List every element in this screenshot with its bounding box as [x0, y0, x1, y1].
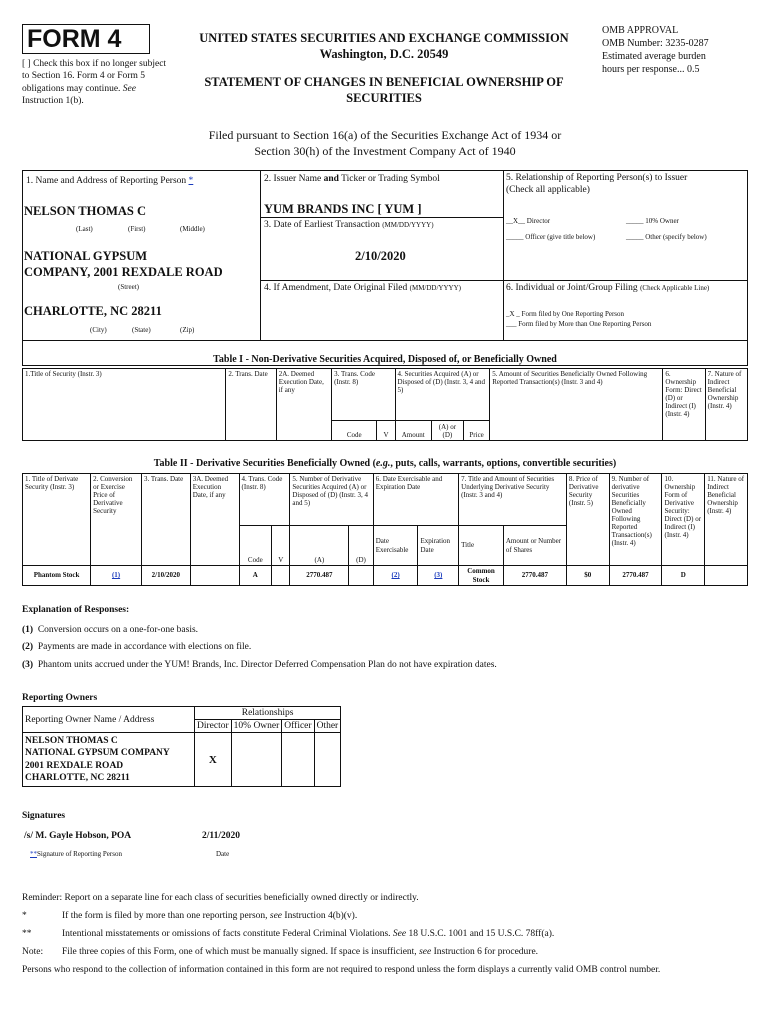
state-label: (State) [132, 326, 151, 334]
t2-col4: 4. Trans. Code (Instr. 8) [239, 474, 290, 526]
owner-line: CHARLOTTE, NC 28211 [25, 773, 130, 784]
owner-col-other: Other [314, 720, 341, 733]
note-see: see [419, 947, 432, 957]
owner-col-rel: Relationships [195, 707, 341, 720]
issuer-name: YUM BRANDS INC [ YUM ] [264, 202, 422, 216]
t1-col7: 7. Nature of Indirect Beneficial Ownership (Instr. 4) [705, 369, 747, 441]
section6-label-small: (Check Applicable Line) [640, 284, 710, 292]
star2-see: See [392, 929, 407, 939]
city-state-zip: CHARLOTTE, NC 28211 [24, 304, 162, 318]
omb-line4: hours per response... 0.5 [602, 64, 700, 75]
form-title: FORM 4 [22, 24, 150, 54]
t2-col1: 1. Title of Derivate Security (Instr. 3) [23, 474, 91, 566]
last-label: (Last) [76, 225, 93, 233]
table1 [22, 368, 748, 441]
section5-label-line2: (Check all applicable) [506, 184, 590, 195]
t2-col5: 5. Number of Derivative Securities Acquired (A) or Disposed of (D) (Instr. 3, 4 and 5) [290, 474, 373, 526]
t1-sub-amount: Amount [395, 421, 431, 441]
section4-label [264, 283, 461, 295]
t2-col8: 8. Price of Derivative Security (Instr. 5) [566, 474, 609, 566]
table-row [23, 733, 341, 787]
t2-row-date: 2/10/2020 [141, 566, 190, 586]
persons-notice: Persons who respond to the collection of information contained in this form are not required to respond unless the form displays a currently valid OMB control number. [22, 965, 661, 975]
t2-row-code: A [239, 566, 272, 586]
t2-row-d [349, 566, 373, 586]
t2-sub-amount: Amount or Number of Shares [503, 526, 566, 566]
star2-pre: Intentional misstatements or omissions of facts constitute Federal Criminal Violations. [62, 929, 391, 939]
section2-label [264, 174, 440, 186]
ten-percent-owner-check[interactable]: _____ 10% Owner [626, 217, 679, 225]
owner-col-officer: Officer [282, 720, 314, 733]
t2-row-price: $0 [566, 566, 609, 586]
t2-title-post: , puts, calls, warrants, options, convertible securities) [390, 458, 617, 469]
statement-line2: SECURITIES [346, 91, 422, 106]
note-text [62, 946, 538, 958]
middle-label: (Middle) [180, 225, 205, 233]
note-pre: File three copies of this Form, one of which must be manually signed. If space is insufficient, [62, 947, 417, 957]
t2-sub-code: Code [239, 526, 272, 566]
t1-col4: 4. Securities Acquired (A) or Disposed of (D) (Instr. 3, 4 and 5) [395, 369, 490, 421]
agency-line2: Washington, D.C. 20549 [319, 47, 449, 62]
check-box-text: [ ] Check this box if no longer subject to Section 16. Form 4 or Form 5 obligations may continue. [22, 59, 167, 94]
explanation-text: Payments are made in accordance with elections on file. [37, 642, 252, 653]
explanation-text: Phantom units accrued under the YUM! Brands, Inc. Director Deferred Compensation Plan do not have expiration dates. [37, 659, 497, 670]
explanation-num: (3) [22, 659, 34, 670]
owner-director-mark: X [195, 733, 232, 787]
t2-sub-v: V [272, 526, 290, 566]
check-box-see: See [122, 83, 136, 94]
explanation-list [22, 624, 752, 671]
footnote-1-link[interactable]: (1) [111, 571, 121, 580]
table-row [23, 566, 748, 586]
t2-row-deemed [190, 566, 239, 586]
filed-pursuant [100, 128, 670, 159]
earliest-transaction-date: 2/10/2020 [355, 249, 406, 263]
asterisk-link[interactable]: * [188, 176, 194, 186]
section1-label [26, 176, 193, 188]
section6-label [506, 283, 709, 295]
signer-name: /s/ M. Gayle Hobson, POA [24, 831, 132, 841]
officer-check[interactable]: _____ Officer (give title below) [506, 233, 596, 241]
section3-format: (MM/DD/YYYY) [382, 221, 434, 229]
double-asterisk-link[interactable]: ** [30, 850, 37, 858]
t1-col3: 3. Trans. Code (Instr. 8) [332, 369, 395, 421]
owner-line: NELSON THOMAS C [25, 736, 118, 746]
other-check[interactable]: _____ Other (specify below) [626, 233, 707, 241]
section3-label [264, 220, 434, 232]
first-label: (First) [128, 225, 146, 233]
owner-col-name: Reporting Owner Name / Address [23, 707, 195, 733]
owner-line: NATIONAL GYPSUM COMPANY [25, 748, 170, 759]
star2-post: 18 U.S.C. 1001 and 15 U.S.C. 78ff(a). [408, 929, 555, 939]
owner-name-address [23, 733, 195, 787]
section1-label-text: 1. Name and Address of Reporting Person [26, 176, 187, 186]
t1-sub-price: Price [464, 421, 490, 441]
t2-sub-a: (A) [290, 526, 349, 566]
explanation-num: (2) [22, 642, 34, 653]
t2-row-nature [705, 566, 748, 586]
reporting-person-name: NELSON THOMAS C [24, 204, 147, 218]
t1-col2: 2. Trans. Date [226, 369, 276, 441]
list-item [22, 624, 752, 636]
owner-officer-mark [282, 733, 314, 787]
footnote-3-link[interactable]: (3) [434, 571, 443, 580]
table1-title: Table I - Non-Derivative Securities Acquired, Disposed of, or Beneficially Owned [213, 354, 557, 365]
signatures-title: Signatures [22, 811, 66, 821]
section6-label-text: 6. Individual or Joint/Group Filing [506, 283, 638, 293]
t2-col3a: 3A. Deemed Execution Date, if any [190, 474, 239, 566]
t2-sub-title: Title [459, 526, 504, 566]
section2-label-pre: 2. Issuer Name [264, 174, 322, 184]
t1-col6: 6. Ownership Form: Direct (D) or Indirect (I) (Instr. 4) [663, 369, 705, 441]
footnote-star: * [22, 911, 27, 921]
t2-col9: 9. Number of derivative Securities Beneficially Owned Following Reported Transaction(s) (Instr. 4) [609, 474, 662, 566]
owner-col-director: Director [195, 720, 232, 733]
t2-col10: 10. Ownership Form of Derivative Security: Direct (D) or Indirect (I) (Instr. 4) [662, 474, 705, 566]
agency-line1: UNITED STATES SECURITIES AND EXCHANGE COMMISSION [199, 31, 569, 45]
t1-col5: 5. Amount of Securities Beneficially Owned Following Reported Transaction(s) (Instr. 3 and 4) [490, 369, 663, 441]
t2-row-v [272, 566, 290, 586]
t1-sub-code: Code [332, 421, 377, 441]
signature-label-text: Signature of Reporting Person [37, 850, 122, 858]
section4-format: (MM/DD/YYYY) [409, 284, 461, 292]
list-item [22, 659, 752, 671]
footnote-2-link[interactable]: (2) [391, 571, 400, 580]
street-line1: NATIONAL GYPSUM [24, 249, 148, 263]
table2-title [22, 458, 748, 469]
owner-col-10: 10% Owner [231, 720, 282, 733]
t2-col3: 3. Trans. Date [141, 474, 190, 566]
signature-label [30, 850, 122, 858]
section2-label-and: and [323, 174, 339, 184]
more-person-check[interactable]: ___ Form filed by More than One Reporting Person [506, 320, 652, 328]
t2-col11: 11. Nature of Indirect Beneficial Ownership (Instr. 4) [705, 474, 748, 566]
reporting-owners-title: Reporting Owners [22, 693, 98, 703]
section2-label-post: Ticker or Trading Symbol [341, 174, 440, 184]
t1-col2a: 2A. Deemed Execution Date, if any [276, 369, 331, 441]
t2-col6: 6. Date Exercisable and Expiration Date [373, 474, 458, 526]
omb-line1: OMB APPROVAL [602, 25, 679, 36]
t2-row-under-amount: 2770.487 [503, 566, 566, 586]
omb-line3: Estimated average burden [602, 51, 706, 62]
t2-row-under-title: Common Stock [459, 566, 504, 586]
agency-heading [178, 30, 590, 63]
explanation-num: (1) [22, 625, 34, 635]
check-box-notice [22, 58, 172, 107]
list-item [22, 641, 752, 653]
filed-line2: Section 30(h) of the Investment Company Act of 1940 [254, 143, 516, 158]
t2-title-pre: Table II - Derivative Securities Beneficially Owned ( [153, 458, 376, 469]
t2-title-eg: e.g. [375, 458, 391, 469]
owner-other-mark [314, 733, 341, 787]
footnote-star-text [62, 910, 357, 922]
t2-sub-d: (D) [349, 526, 373, 566]
statement-heading [178, 74, 590, 107]
date-label: Date [216, 850, 230, 858]
explanation-text: Conversion occurs on a one-for-one basis. [37, 625, 199, 635]
t2-col2: 2. Conversion or Exercise Price of Derivative Security [91, 474, 142, 566]
explanation-title: Explanation of Responses: [22, 605, 130, 615]
filed-line1: Filed pursuant to Section 16(a) of the Securities Exchange Act of 1934 or [208, 128, 562, 142]
omb-approval [602, 24, 762, 76]
note-label: Note: [22, 947, 44, 957]
city-label: (City) [90, 326, 107, 334]
statement-line1: STATEMENT OF CHANGES IN BENEFICIAL OWNERSHIP OF [204, 75, 564, 89]
check-box-instr: Instruction 1(b). [22, 96, 84, 107]
street-line2: COMPANY, 2001 REXDALE ROAD [24, 265, 223, 280]
section3-label-text: 3. Date of Earliest Transaction [264, 220, 380, 230]
note-post: Instruction 6 for procedure. [433, 947, 539, 957]
t2-row-title: Phantom Stock [23, 566, 91, 586]
table2 [22, 473, 748, 586]
reminder: Reminder: Report on a separate line for each class of securities beneficially owned directly or indirectly. [22, 893, 419, 903]
section5-label [506, 173, 746, 197]
signature-date: 2/11/2020 [202, 831, 241, 841]
t2-row-form: D [662, 566, 705, 586]
footnote-double-star: ** [22, 929, 32, 939]
street-address [24, 248, 223, 281]
star1-see: see [269, 911, 283, 921]
t2-col7: 7. Title and Amount of Securities Underlying Derivative Security (Instr. 3 and 4) [459, 474, 567, 526]
owner-line: 2001 REXDALE ROAD [25, 760, 124, 771]
t1-col1: 1.Title of Security (Instr. 3) [23, 369, 226, 441]
section5-label-line1: 5. Relationship of Reporting Person(s) to Issuer [506, 173, 688, 183]
reporting-owners-table [22, 706, 341, 787]
street-label: (Street) [118, 283, 139, 291]
t2-row-a: 2770.487 [290, 566, 349, 586]
section4-label-text: 4. If Amendment, Date Original Filed [264, 283, 408, 293]
star1-pre: If the form is filed by more than one reporting person, [62, 911, 268, 921]
t2-sub-date-ex: Date Exercisable [373, 526, 418, 566]
star1-post: Instruction 4(b)(v). [284, 911, 358, 921]
t1-sub-aord: (A) or (D) [431, 421, 463, 441]
t1-sub-v: V [377, 421, 395, 441]
footnote-double-star-text [62, 928, 554, 940]
director-check[interactable]: __X__ Director [506, 217, 551, 225]
t2-row-owned: 2770.487 [609, 566, 662, 586]
one-person-check[interactable]: _X _ Form filed by One Reporting Person [506, 310, 625, 318]
zip-label: (Zip) [180, 326, 195, 334]
owner-10-mark [231, 733, 282, 787]
t2-sub-exp: Expiration Date [418, 526, 459, 566]
omb-line2: OMB Number: 3235-0287 [602, 38, 709, 49]
